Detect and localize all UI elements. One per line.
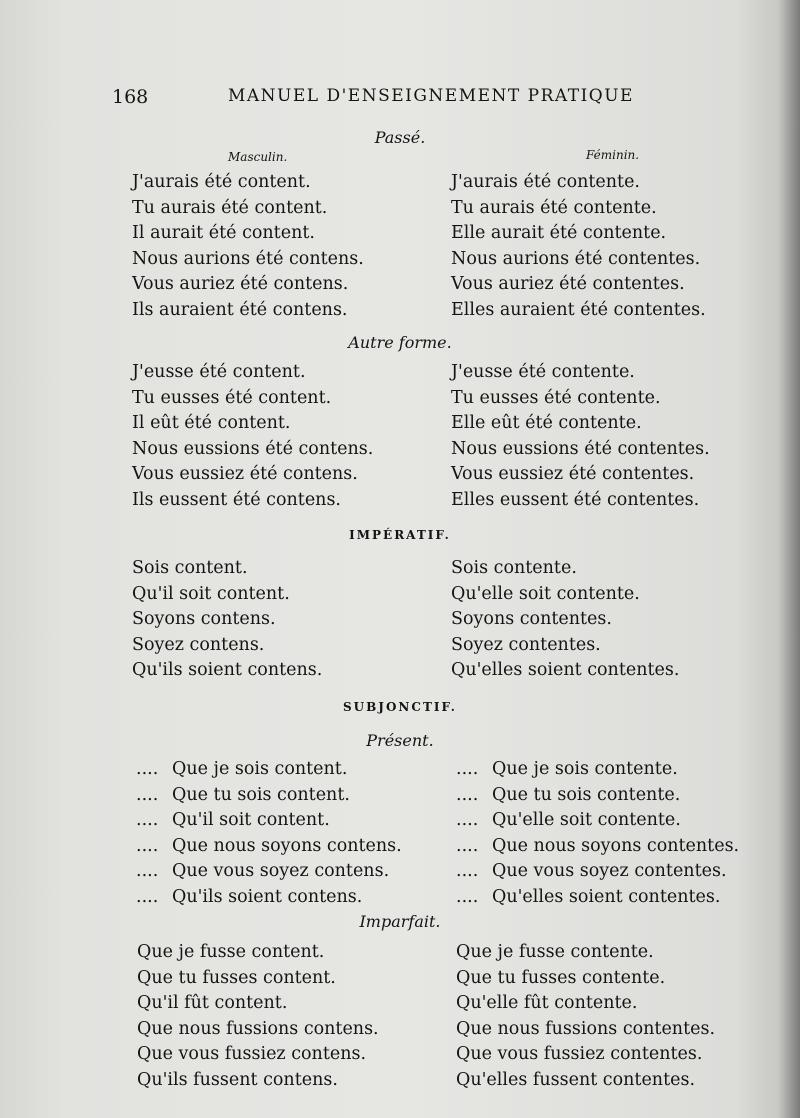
imperatif-masc-line: Qu'il soit content.: [132, 583, 290, 604]
page-gutter-shadow: [778, 0, 800, 1118]
heading-subjonctif: SUBJONCTIF.: [343, 700, 457, 714]
imparfait-masc-line: Que nous fussions contens.: [137, 1018, 379, 1039]
present-masc-line: [136, 885, 402, 911]
passe-fem-line: Elle aurait été contente.: [451, 223, 667, 243]
passe-feminine-column: [451, 170, 706, 323]
imparfait-masc-line: Que tu fusses content.: [137, 967, 336, 988]
imparfait-masc-line: Qu'ils fussent contens.: [137, 1069, 338, 1090]
present-fem-text: Que je sois contente.: [492, 759, 678, 779]
passe-fem-line: Elles auraient été contentes.: [451, 299, 706, 320]
imparfait-fem-line: Que nous fussions contentes.: [456, 1018, 716, 1039]
present-fem-text: Qu'elle soit contente.: [492, 810, 681, 830]
ellipsis-dots: ....: [456, 810, 479, 830]
label-masculin: Masculin.: [228, 150, 288, 164]
autre-fem-line: Vous eussiez été contentes.: [451, 464, 695, 484]
autre-masc-line: Nous eussions été contens.: [132, 438, 374, 459]
passe-masc-line: Ils auraient été contens.: [132, 299, 348, 320]
ellipsis-dots: ....: [456, 784, 479, 805]
page-number: 168: [112, 86, 149, 108]
autre-fem-line: Tu eusses été contente.: [451, 387, 661, 408]
ellipsis-dots: ....: [456, 759, 479, 779]
present-fem-line: [456, 859, 739, 885]
present-fem-line: [456, 885, 739, 911]
present-masc-line: [136, 834, 402, 860]
autre-masc-line: J'eusse été content.: [132, 362, 306, 382]
autre-fem-line: J'eusse été contente.: [451, 362, 635, 382]
heading-imparfait: Imparfait.: [359, 912, 441, 931]
passe-masculine-column: [132, 170, 364, 323]
present-fem-text: Qu'elles soient contentes.: [492, 886, 721, 907]
ellipsis-dots: ....: [456, 886, 479, 907]
imparfait-fem-line: Qu'elles fussent contentes.: [456, 1069, 696, 1090]
autre-fem-line: Nous eussions été contentes.: [451, 438, 710, 459]
imparfait-fem-line: Que vous fussiez contentes.: [456, 1044, 703, 1064]
heading-present: Présent.: [366, 731, 434, 750]
present-masculine-column: [136, 757, 402, 910]
ellipsis-dots: ....: [136, 759, 159, 779]
present-fem-line: [456, 783, 739, 809]
imperatif-masc-line: Sois content.: [132, 558, 248, 578]
autre-fem-line: Elle eût été contente.: [451, 413, 642, 433]
autre-masc-line: Vous eussiez été contens.: [132, 464, 358, 484]
present-fem-text: Que vous soyez contentes.: [492, 861, 727, 881]
present-masc-line: [136, 783, 402, 809]
passe-fem-line: Vous auriez été contentes.: [451, 274, 685, 294]
present-masc-line: [136, 808, 402, 834]
present-masc-line: [136, 859, 402, 885]
present-masc-line: [136, 757, 402, 783]
passe-fem-line: Nous aurions été contentes.: [451, 248, 701, 269]
passe-masc-line: J'aurais été content.: [132, 172, 311, 192]
present-fem-line: [456, 757, 739, 783]
passe-masc-line: Il aurait été content.: [132, 223, 315, 243]
imperatif-fem-line: Soyez contentes.: [451, 634, 601, 655]
imperatif-masc-line: Soyez contens.: [132, 634, 265, 655]
ellipsis-dots: ....: [456, 861, 479, 881]
autre-masc-line: Tu eusses été content.: [132, 387, 332, 408]
imperatif-fem-line: Qu'elle soit contente.: [451, 583, 640, 604]
label-feminin: Féminin.: [586, 148, 640, 162]
imperatif-feminine-column: [451, 556, 679, 684]
imparfait-masc-line: Que vous fussiez contens.: [137, 1044, 367, 1064]
ellipsis-dots: ....: [136, 886, 159, 907]
imparfait-fem-line: Que je fusse contente.: [456, 942, 654, 962]
present-fem-text: Que nous soyons contentes.: [492, 835, 740, 856]
running-title: MANUEL D'ENSEIGNEMENT PRATIQUE: [228, 86, 634, 106]
imperatif-fem-line: Sois contente.: [451, 558, 577, 578]
ellipsis-dots: ....: [136, 861, 159, 881]
running-header: [0, 86, 800, 110]
present-masc-text: Que vous soyez contens.: [172, 861, 390, 881]
present-masc-text: Qu'il soit content.: [172, 810, 330, 830]
present-feminine-column: [456, 757, 739, 910]
ellipsis-dots: ....: [136, 835, 159, 856]
ellipsis-dots: ....: [456, 835, 479, 856]
passe-masc-line: Nous aurions été contens.: [132, 248, 364, 269]
present-masc-text: Que je sois content.: [172, 759, 348, 779]
imparfait-masc-line: Qu'il fût content.: [137, 993, 288, 1013]
heading-autre-forme: Autre forme.: [348, 333, 452, 352]
present-masc-text: Que tu sois content.: [172, 784, 350, 805]
passe-masc-line: Vous auriez été contens.: [132, 274, 349, 294]
imparfait-feminine-column: [456, 940, 715, 1093]
present-fem-text: Que tu sois contente.: [492, 784, 681, 805]
imperatif-masc-line: Qu'ils soient contens.: [132, 660, 323, 680]
autre-masc-line: Il eût été content.: [132, 413, 291, 433]
passe-fem-line: Tu aurais été contente.: [451, 197, 657, 218]
autre-masculine-column: [132, 360, 373, 513]
imperatif-masc-line: Soyons contens.: [132, 609, 276, 629]
imparfait-fem-line: Qu'elle fût contente.: [456, 993, 638, 1013]
present-masc-text: Que nous soyons contens.: [172, 835, 402, 856]
autre-masc-line: Ils eussent été contens.: [132, 489, 341, 510]
autre-feminine-column: [451, 360, 710, 513]
imparfait-fem-line: Que tu fusses contente.: [456, 967, 666, 988]
imparfait-masc-line: Que je fusse content.: [137, 942, 325, 962]
ellipsis-dots: ....: [136, 810, 159, 830]
present-masc-text: Qu'ils soient contens.: [172, 886, 363, 907]
ellipsis-dots: ....: [136, 784, 159, 805]
imperatif-masculine-column: [132, 556, 322, 684]
passe-masc-line: Tu aurais été content.: [132, 197, 328, 218]
autre-fem-line: Elles eussent été contentes.: [451, 489, 700, 510]
imperatif-fem-line: Qu'elles soient contentes.: [451, 660, 680, 680]
imparfait-masculine-column: [137, 940, 379, 1093]
imperatif-fem-line: Soyons contentes.: [451, 609, 612, 629]
present-fem-line: [456, 808, 739, 834]
heading-imperatif: IMPÉRATIF.: [349, 528, 451, 542]
present-fem-line: [456, 834, 739, 860]
heading-passe: Passé.: [374, 128, 426, 147]
passe-fem-line: J'aurais été contente.: [451, 172, 640, 192]
